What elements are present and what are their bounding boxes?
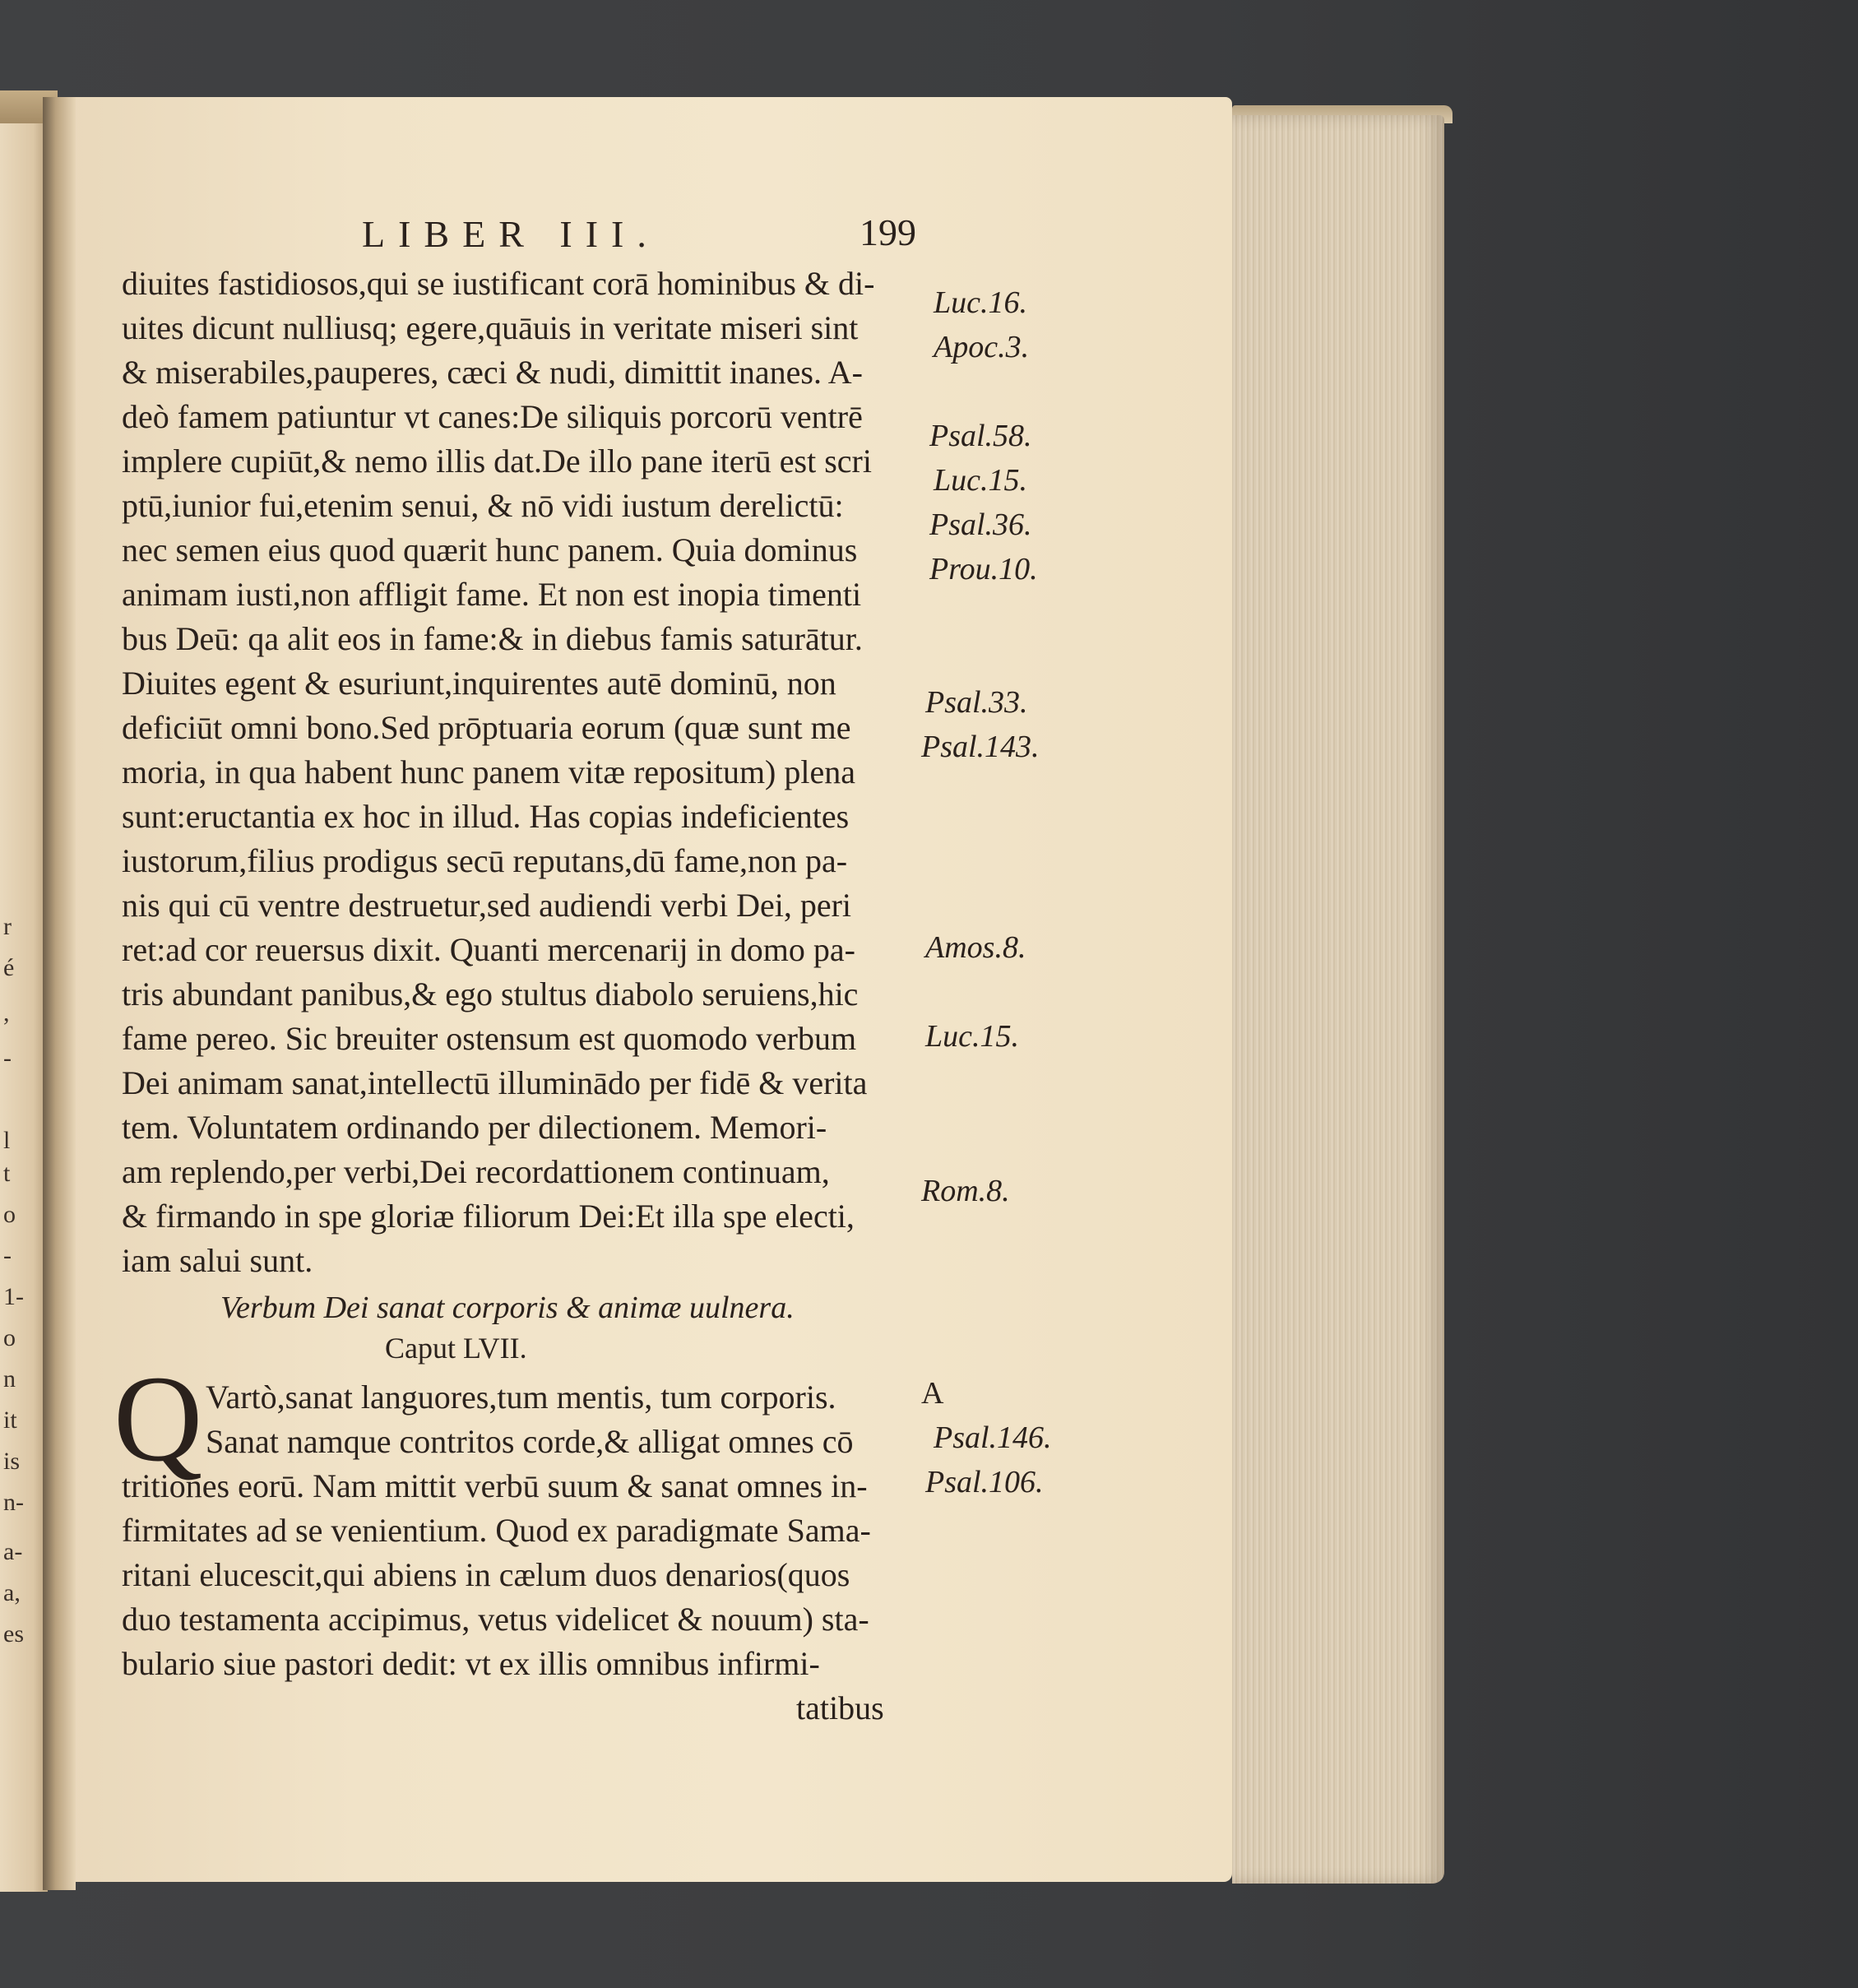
left-page-fragment: es bbox=[3, 1620, 24, 1647]
left-page-fragment: o bbox=[3, 1324, 16, 1351]
left-page-fragment: a- bbox=[3, 1538, 23, 1565]
margin-note: Psal.36. bbox=[929, 507, 1032, 542]
body-line: tem. Voluntatem ordinando per dilectionem. Memori- bbox=[122, 1109, 827, 1146]
left-page-fragment: t bbox=[3, 1160, 11, 1187]
margin-note: Psal.106. bbox=[925, 1465, 1044, 1499]
left-page-fragment: é bbox=[3, 954, 15, 981]
left-page-fragment: 1- bbox=[3, 1283, 24, 1310]
margin-note: Psal.33. bbox=[925, 685, 1028, 720]
margin-note: Rom.8. bbox=[921, 1174, 1010, 1208]
left-page-fragment: o bbox=[3, 1201, 16, 1228]
chapter-number: Caput LVII. bbox=[385, 1332, 527, 1365]
left-page-fragment: - bbox=[3, 1242, 12, 1269]
body-line: nis qui cū ventre destruetur,sed audiendi verbi Dei, peri bbox=[122, 887, 852, 924]
margin-note: Luc.16. bbox=[934, 285, 1027, 320]
page-block-edges bbox=[1232, 115, 1444, 1884]
margin-note: Luc.15. bbox=[934, 463, 1027, 498]
body-line: & firmando in spe gloriæ filiorum Dei:Et illa spe electi, bbox=[122, 1198, 855, 1235]
margin-note: Apoc.3. bbox=[934, 330, 1030, 364]
running-head: LIBER III. bbox=[362, 213, 660, 255]
body-line: diuites fastidiosos,qui se iustificant corā hominibus & di- bbox=[122, 265, 875, 302]
body-line: tris abundant panibus,& ego stultus diabolo seruiens,hic bbox=[122, 975, 859, 1013]
body-line: ret:ad cor reuersus dixit. Quanti mercenarij in domo pa- bbox=[122, 931, 855, 968]
left-page-fragment: , bbox=[3, 999, 10, 1026]
chapter-line: Sanat namque contritos corde,& alligat omnes cō bbox=[206, 1423, 854, 1460]
body-line: & miserabiles,pauperes, cæci & nudi, dimittit inanes. A- bbox=[122, 354, 863, 391]
gutter-shadow bbox=[43, 97, 76, 1890]
body-line: iustorum,filius prodigus secū reputans,dū fame,non pa- bbox=[122, 842, 848, 879]
chapter-line: duo testamenta accipimus, vetus videlicet & nouum) sta- bbox=[122, 1601, 869, 1638]
margin-note: Psal.58. bbox=[929, 419, 1032, 453]
body-line: moria, in qua habent hunc panem vitæ repositum) plena bbox=[122, 753, 855, 790]
body-line: deò famem patiuntur vt canes:De siliquis porcorū ventrē bbox=[122, 398, 863, 435]
marginal-letter: A bbox=[921, 1376, 944, 1411]
chapter-line: tritiones eorū. Nam mittit verbū suum & sanat omnes in- bbox=[122, 1467, 868, 1504]
left-page-fragment: r bbox=[3, 913, 12, 940]
left-page-fragment: - bbox=[3, 1045, 12, 1072]
body-line: Dei animam sanat,intellectū illuminādo per fidē & verita bbox=[122, 1064, 868, 1101]
body-line: sunt:eructantia ex hoc in illud. Has copias indeficientes bbox=[122, 798, 850, 835]
margin-note: Psal.146. bbox=[934, 1420, 1052, 1455]
body-line: Diuites egent & esuriunt,inquirentes autē dominū, non bbox=[122, 665, 836, 702]
body-line: am replendo,per verbi,Dei recordattionem continuam, bbox=[122, 1153, 830, 1190]
body-line: implere cupiūt,& nemo illis dat.De illo pane iterū est scri bbox=[122, 443, 872, 480]
left-page-fragment: n bbox=[3, 1365, 16, 1393]
left-page-fragment: it bbox=[3, 1406, 17, 1434]
margin-note: Psal.143. bbox=[921, 730, 1040, 764]
drop-cap: Q bbox=[114, 1351, 203, 1487]
chapter-line: firmitates ad se venientium. Quod ex paradigmate Sama- bbox=[122, 1512, 871, 1549]
body-line: deficiūt omni bono.Sed prōptuaria eorum (quæ sunt me bbox=[122, 709, 851, 746]
chapter-line: Vartò,sanat languores,tum mentis, tum corporis. bbox=[206, 1379, 836, 1416]
margin-note: Luc.15. bbox=[925, 1019, 1019, 1054]
left-page-fragment: l bbox=[3, 1127, 11, 1154]
chapter-line: bulario siue pastori dedit: vt ex illis omnibus infirmi- bbox=[122, 1645, 820, 1682]
body-line: iam salui sunt. bbox=[122, 1242, 313, 1279]
margin-note: Prou.10. bbox=[929, 552, 1038, 586]
left-facing-page-edge bbox=[0, 90, 48, 1892]
body-line: animam iusti,non affligit fame. Et non est inopia timenti bbox=[122, 576, 862, 613]
body-line: bus Deū: qa alit eos in fame:& in diebus famis saturātur. bbox=[122, 620, 863, 657]
body-line: nec semen eius quod quærit hunc panem. Quia dominus bbox=[122, 531, 858, 568]
body-line: uites dicunt nulliusq; egere,quāuis in veritate miseri sint bbox=[122, 309, 859, 346]
left-page-fragment: n- bbox=[3, 1489, 24, 1516]
page-number: 199 bbox=[859, 211, 916, 253]
chapter-title: Verbum Dei sanat corporis & animæ uulnera. bbox=[220, 1291, 795, 1325]
chapter-line: ritani elucescit,qui abiens in cælum duos denarios(quos bbox=[122, 1556, 850, 1593]
body-line: fame pereo. Sic breuiter ostensum est quomodo verbum bbox=[122, 1020, 857, 1057]
left-page-fragment: a, bbox=[3, 1579, 21, 1606]
body-line: ptū,iunior fui,etenim senui, & nō vidi iustum derelictū: bbox=[122, 487, 844, 524]
left-page-fragment: is bbox=[3, 1448, 21, 1475]
catchword: tatibus bbox=[796, 1689, 884, 1726]
margin-note: Amos.8. bbox=[925, 930, 1026, 965]
